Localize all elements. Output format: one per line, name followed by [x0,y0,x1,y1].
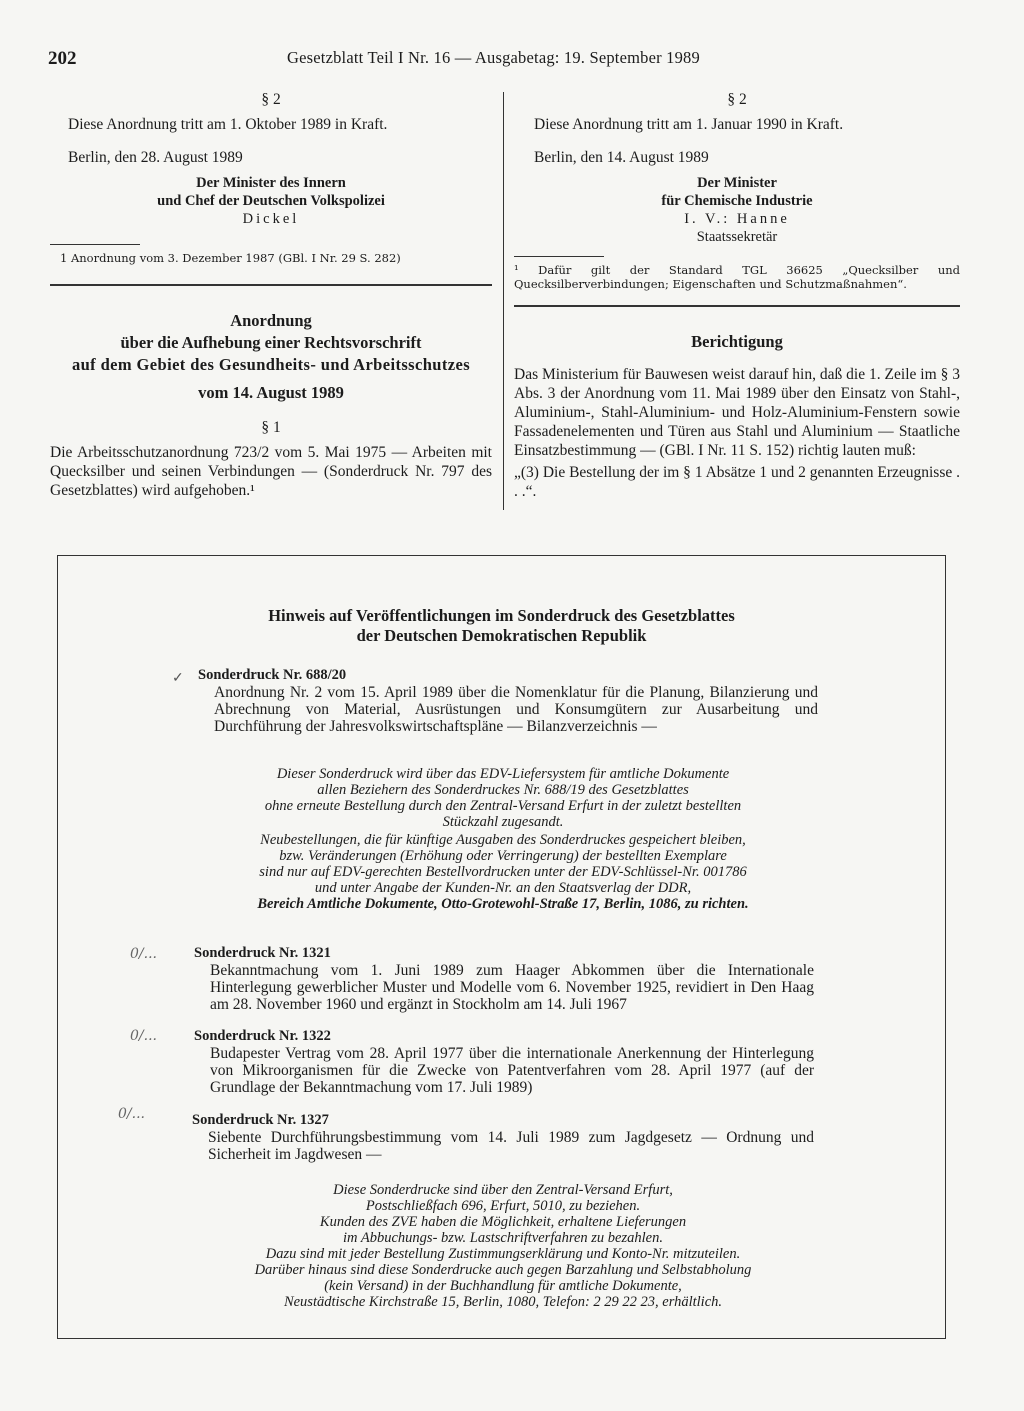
quote: „(3) Die Bestellung der im § 1 Absätze 1 und 2 genannten Erzeugnisse . . .“. [514,464,960,500]
signature-name: I. V.: Hanne [684,211,790,227]
entry-688-20 [198,666,818,735]
entry-heading: Sonderdruck Nr. 688/20 [198,667,347,683]
entry-text: Anordnung Nr. 2 vom 15. April 1989 über die Nomenklatur für die Planung, Bilanzierung und Abrechnung von Material, Ausrüstungen und Konsumgütern zur Ausarbeitung und Durchführung der Jahresvolkswirtschaftspläne — Bilanzverzeichnis — [214,684,818,735]
signature-name: Dickel [242,211,300,227]
signature-block [50,174,492,228]
notice-line: Neubestellungen, die für künftige Ausgaben des Sonderdruckes gespeichert bleiben, [260,832,746,848]
check-mark: ✓ [172,671,184,686]
notice-box [57,555,946,1339]
signature-line: für Chemische Industrie [661,193,813,209]
signature-line: Der Minister [697,175,777,191]
notice-delivery [183,766,823,830]
signature-title: Staatssekretär [696,229,778,245]
signature-line: Der Minister des Innern [196,175,346,191]
left-column [50,90,492,500]
document-title [50,310,492,404]
notice-orders [183,832,823,912]
info-line: Dazu sind mit jeder Bestellung Zustimmungserklärung und Konto-Nr. mitzuteilen. [265,1246,741,1262]
page-header [0,44,1024,74]
signature-block [514,174,960,246]
section-title: Berichtigung [691,332,783,351]
entry-text: Siebente Durchführungsbestimmung vom 14. Juli 1989 zum Jagdgesetz — Ordnung und Sicherheit im Jagdwesen — [208,1129,814,1163]
title-line: über die Aufhebung einer Rechtsvorschrift [120,333,422,352]
info-line: (kein Versand) in der Buchhandlung für amtliche Dokumente, [324,1278,682,1294]
place-date: Berlin, den 28. August 1989 [68,149,243,166]
place-date: Berlin, den 14. August 1989 [534,149,709,166]
info-line: im Abbuchungs- bzw. Lastschriftverfahren zu bezahlen. [343,1230,663,1246]
notice-line: Dieser Sonderdruck wird über das EDV-Liefersystem für amtliche Dokumente [276,766,730,782]
info-line: Diese Sonderdrucke sind über den Zentral-Versand Erfurt, [333,1182,673,1198]
right-column [514,90,960,501]
page-number: 202 [48,48,77,69]
title-line: auf dem Gebiet des Gesundheits- und Arbeitsschutzes [71,355,471,374]
notice-line: und unter Angabe der Kunden-Nr. an den Staatsverlag der DDR, [314,880,692,896]
entry-1321 [194,944,814,1013]
signature-line: und Chef der Deutschen Volkspolizei [157,193,385,209]
entry-heading: Sonderdruck Nr. 1327 [192,1112,329,1128]
notice-line: sind nur auf EDV-gerechten Bestellvordrucken unter der EDV-Schlüssel-Nr. 001786 [259,864,747,880]
handwritten-mark: 0/... [130,1028,157,1044]
paragraph: Das Ministerium für Bauwesen weist darauf hin, daß die 1. Zeile im § 3 Abs. 3 der Anordnung vom 11. Mai 1989 über den Einsatz von Stahl-, Aluminium-, Stahl-Aluminium- und Holz-Aluminium-Fenstern sowie Fassadenelementen und Türen aus Stahl und Aluminium — Staatliche Einsatzbestimmung — (GBl. I Nr. 11 S. 152) richtig lauten muß: [514,366,960,459]
entry-1327 [192,1111,814,1163]
section-separator [514,305,960,307]
column-divider [503,92,504,510]
info-line: Neustädtische Kirchstraße 15, Berlin, 1080, Telefon: 2 29 22 23, erhältlich. [283,1294,723,1310]
notice-line: ohne erneute Bestellung durch den Zentral-Versand Erfurt in der zuletzt bestellten [264,798,742,814]
info-line: Postschließfach 696, Erfurt, 5010, zu beziehen. [365,1198,641,1214]
handwritten-mark: 0/... [130,946,157,962]
entry-heading: Sonderdruck Nr. 1322 [194,1028,331,1044]
section-heading: § 1 [261,419,281,436]
paragraph: Diese Anordnung tritt am 1. Januar 1990 in Kraft. [534,116,844,133]
title-date: vom 14. August 1989 [198,383,344,402]
entry-text: Bekanntmachung vom 1. Juni 1989 zum Haager Abkommen über die Internationale Hinterlegung gewerblicher Muster und Modelle vom 6. November 1925, revidiert in Den Haag am 28. November 1960 und ergänzt in Stockholm am 14. Juli 1967 [210,962,814,1013]
notice-line: Bereich Amtliche Dokumente, Otto-Grotewohl-Straße 17, Berlin, 1086, zu richten. [257,896,749,912]
section-heading: § 2 [261,91,281,108]
entry-1322 [194,1027,814,1096]
header-title: Gesetzblatt Teil I Nr. 16 — Ausgabetag: 19. September 1989 [287,48,700,67]
footnote: 1 Anordnung vom 3. Dezember 1987 (GBl. I Nr. 29 S. 282) [60,251,401,265]
section-heading: § 2 [727,91,747,108]
info-line: Darüber hinaus sind diese Sonderdrucke auch gegen Barzahlung und Selbstabholung [254,1262,752,1278]
paragraph: Diese Anordnung tritt am 1. Oktober 1989 in Kraft. [68,116,388,133]
notice-line: Stückzahl zugesandt. [442,814,564,830]
section-separator [50,284,492,286]
entry-text: Budapester Vertrag vom 28. April 1977 über die internationale Anerkennung der Hinterlegung von Mikroorganismen für die Zwecke von Patentverfahren vom 28. April 1977 (auf der Grundlage der Bekanntmachung vom 17. Juli 1989) [210,1045,814,1096]
notice-line: bzw. Veränderungen (Erhöhung oder Verringerung) der bestellten Exemplare [279,848,727,864]
footnote-rule [514,256,604,257]
info-line: Kunden des ZVE haben die Möglichkeit, erhaltene Lieferungen [319,1214,687,1230]
box-title-line: Hinweis auf Veröffentlichungen im Sonderdruck des Gesetzblattes [268,606,735,625]
box-title [58,606,945,646]
handwritten-mark: 0/... [118,1106,145,1122]
paragraph: Die Arbeitsschutzanordnung 723/2 vom 5. Mai 1975 — Arbeiten mit Quecksilber und seinen Verbindungen — (Sonderdruck Nr. 797 des Gesetzblattes) wird aufgehoben.¹ [50,444,492,499]
entry-heading: Sonderdruck Nr. 1321 [194,945,331,961]
footnote-rule [50,244,140,245]
ordering-info [183,1182,823,1310]
footnote: ¹ Dafür gilt der Standard TGL 36625 „Quecksilber und Quecksilberverbindungen; Eigenschaften und Schutzmaßnahmen“. [514,263,960,291]
title-line: Anordnung [230,311,312,330]
box-title-line: der Deutschen Demokratischen Republik [356,626,647,645]
notice-line: allen Beziehern des Sonderdruckes Nr. 688/19 des Gesetzblattes [317,782,689,798]
